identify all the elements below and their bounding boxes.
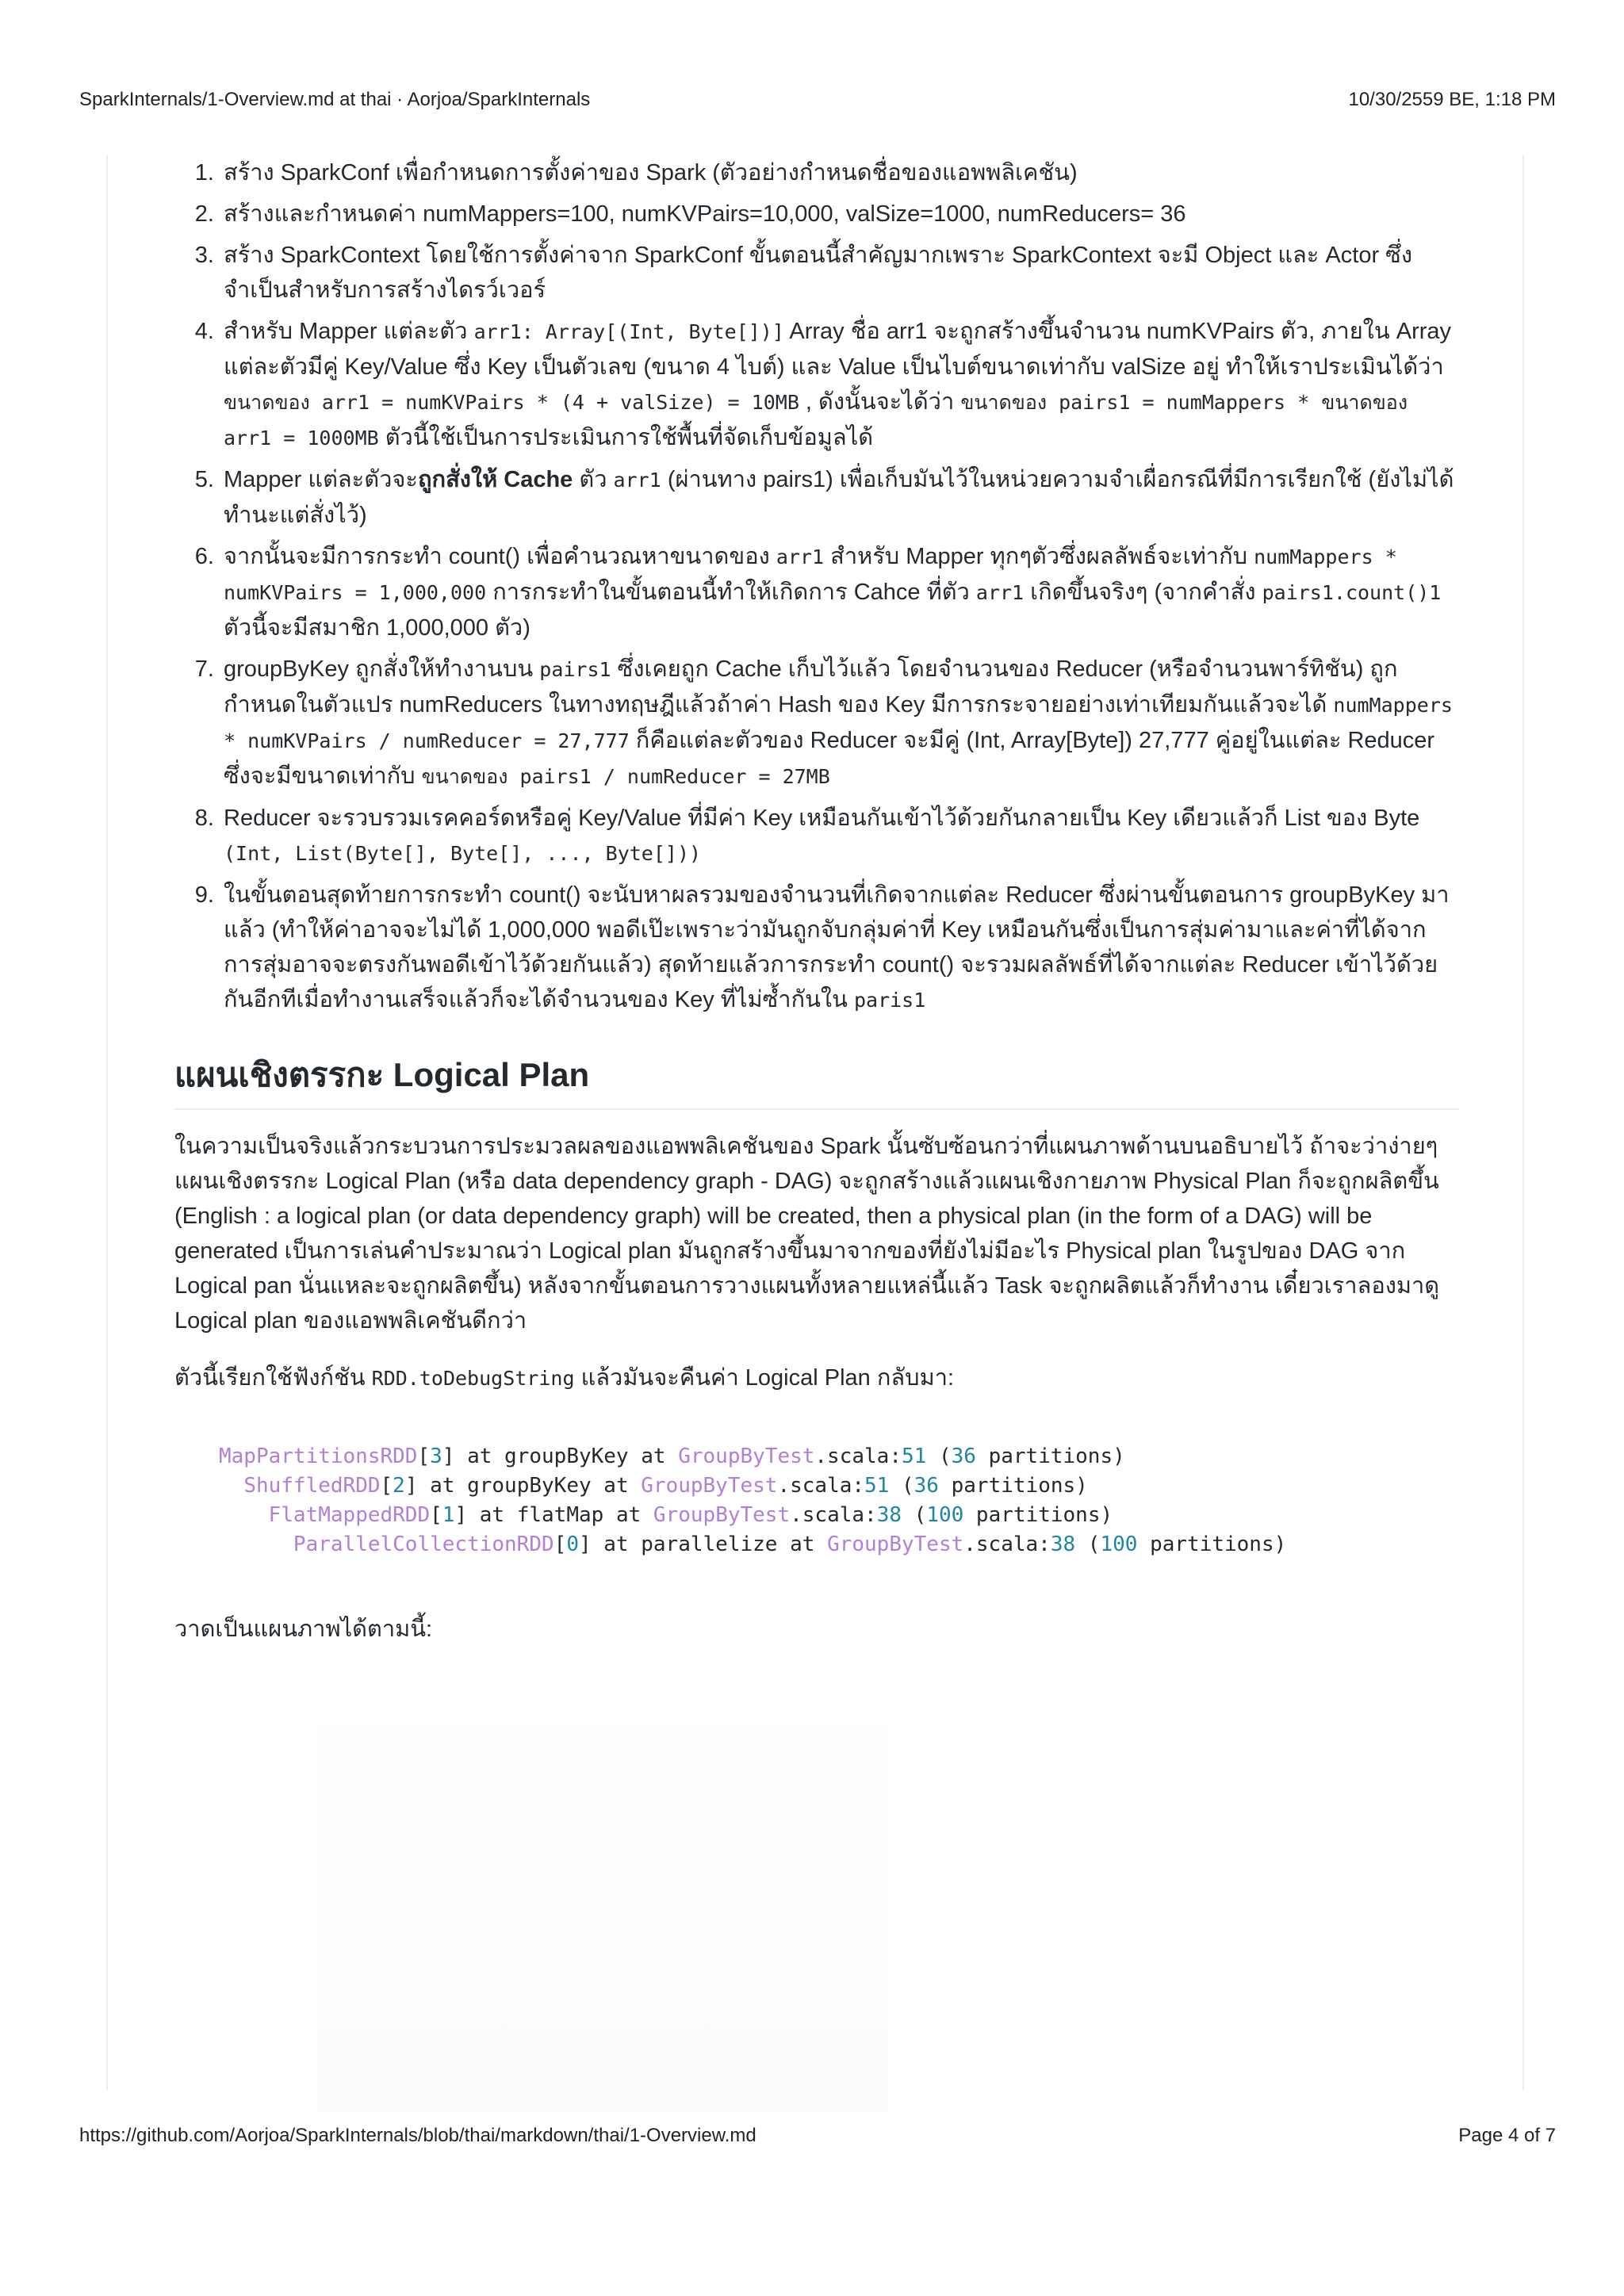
code-line: [219, 1471, 1415, 1501]
print-datetime: 10/30/2559 BE, 1:18 PM: [1348, 89, 1556, 110]
step-item: [220, 878, 1459, 1018]
step-item: [220, 314, 1459, 456]
step-text: สร้าง SparkConf เพื่อกำหนดการตั้งค่าของ Spark (ตัวอย่างกำหนดชื่อของแอพพลิเคชัน): [224, 160, 1078, 186]
step-text: Array ชื่อ arr1 จะถูกสร้างขึ้นจำนวน numKVPairs ตัว, ภายใน Array แต่ละตัวมีคู่ Key/Value ซึ่ง Key เป็นตัวเลข (ขนาด 4 ไบต์) และ Value เป็นไบต์ขนาดเท่ากับ valSize อยู่ ทำให้เราประเมินได้ว่า: [224, 319, 1452, 380]
code-token-file: GroupByTest: [653, 1503, 791, 1527]
code-token-idx: 0: [566, 1533, 579, 1556]
code-token-parts: 36: [914, 1474, 939, 1498]
logical-plan-code-block: [174, 1418, 1459, 1583]
code-token-op: flatMap: [516, 1503, 604, 1527]
inline-code: arr1: [975, 581, 1025, 604]
step-item: [220, 462, 1459, 533]
inline-code: pairs1.count()1: [1262, 581, 1442, 604]
step-text: สำหรับ Mapper ทุกๆตัวซึ่งผลลัพธ์จะเท่ากับ: [824, 544, 1254, 569]
code-punct: [: [430, 1503, 442, 1527]
print-footer: [79, 2125, 1556, 2147]
code-line: [219, 1442, 1415, 1471]
step-text: การกระทำในขั้นตอนนี้ทำให้เกิดการ Cahce ที่ตัว: [486, 580, 976, 605]
code-token-op: groupByKey: [504, 1445, 629, 1468]
code-token-rdd: ShuffledRDD: [243, 1474, 381, 1498]
debug-string-intro: [174, 1360, 1459, 1396]
step-text: สร้างและกำหนดค่า numMappers=100, numKVPairs=10,000, valSize=1000, numReducers= 36: [224, 201, 1186, 227]
code-punct: at: [777, 1533, 828, 1556]
code-punct: partitions): [938, 1474, 1088, 1498]
code-punct: at: [591, 1474, 642, 1498]
code-punct: ] at: [578, 1533, 642, 1556]
inline-code: arr1: [776, 545, 825, 568]
step-text: , ดังนั้นจะได้ว่า: [799, 389, 961, 415]
inline-code: arr1: Array[(Int, Byte[])]: [473, 320, 784, 343]
inline-code: ขนาดของ pairs1 / numReducer = 27MB: [421, 765, 830, 788]
code-punct: at: [603, 1503, 653, 1527]
inline-code: pairs1: [539, 658, 611, 681]
code-token-idx: 2: [393, 1474, 405, 1498]
step-text: ตัวนี้ใช้เป็นการประเมินการใช้พื้นที่จัดเก็บข้อมูลได้: [378, 425, 874, 450]
code-token-file: GroupByTest: [678, 1445, 815, 1468]
code-token-line: 38: [1050, 1533, 1076, 1556]
code-punct: ] at: [442, 1445, 505, 1468]
step-text: เกิดขึ้นจริงๆ (จากคำสั่ง: [1024, 580, 1262, 605]
code-token-idx: 1: [442, 1503, 455, 1527]
step-text: สร้าง SparkContext โดยใช้การตั้งค่าจาก SparkConf ขั้นตอนนี้สำคัญมากเพราะ SparkContext จะมี Object และ Actor ซึ่งจำเป็นสำหรับการสร้างไดรว์เวอร์: [224, 243, 1413, 303]
step-item: [220, 238, 1459, 308]
code-punct: [: [380, 1474, 393, 1498]
code-token-indent: [219, 1533, 293, 1556]
step-item: [220, 652, 1459, 794]
code-token-line: 51: [901, 1445, 927, 1468]
code-punct: .scala:: [814, 1445, 902, 1468]
step-text: groupByKey ถูกสั่งให้ทำงานบน: [224, 656, 540, 682]
step-item: [220, 539, 1459, 645]
steps-list: [174, 155, 1459, 1018]
step-text: ตัว: [573, 467, 614, 492]
code-token-indent: [219, 1474, 243, 1498]
section-paragraph: ในความเป็นจริงแล้วกระบวนการประมวลผลของแอพพลิเคชันของ Spark นั้นซับซ้อนกว่าที่แผนภาพด้านบนอธิบายไว้ ถ้าจะว่าง่ายๆ แผนเชิงตรรกะ Logical Plan (หรือ data dependency graph - DAG) จะถูกสร้างแล้วแผนเชิงกายภาพ Physical Plan ก็จะถูกผลิตขึ้น (English : a logical plan (or data dependency graph) will be created, then a physical plan (in the form of a DAG) will be generated เป็นการเล่นคำประมาณว่า Logical plan มันถูกสร้างขึ้นมาจากของที่ยังไม่มีอะไร Physical plan ในรูปของ DAG จาก Logical pan นั่นแหละจะถูกผลิตขึ้น) หลังจากขั้นตอนการวางแผนทั้งหลายแหล่นี้แล้ว Task จะถูกผลิตแล้วก็ทำงาน เดี๋ยวเราลองมาดู Logical plan ของแอพพลิเคชันดีกว่า: [174, 1134, 1440, 1334]
step-item: [220, 801, 1459, 871]
step-text: (ผ่านทาง pairs1) เพื่อเก็บมันไว้ในหน่วยความจำเผื่อกรณีที่มีการเรียกใช้ (ยังไม่ได้ทำนะแต่สั่งไว้): [224, 467, 1454, 528]
inline-code: numMappers * numKVPairs = 1,000,000: [224, 545, 1397, 604]
code-token-rdd: MapPartitionsRDD: [219, 1445, 418, 1468]
code-punct: [: [553, 1533, 567, 1556]
step-item: [220, 197, 1459, 232]
code-punct: .scala:: [963, 1533, 1051, 1556]
intro-prefix: ตัวนี้เรียกใช้ฟังก์ชัน: [174, 1365, 372, 1391]
code-punct: partitions): [1137, 1533, 1287, 1556]
code-line: [219, 1530, 1415, 1559]
step-text: ซึ่งเคยถูก Cache เก็บไว้แล้ว โดยจำนวนของ Reducer (หรือจำนวนพาร์ทิชัน) ถูกกำหนดในตัวแปร numReducers ในทางทฤษฎีแล้วถ้าค่า Hash ของ Key มีการกระจายอย่างเท่าเทียมกันแล้วจะได้: [224, 656, 1398, 718]
code-token-line: 51: [864, 1474, 890, 1498]
code-token-indent: [219, 1503, 269, 1527]
code-punct: ] at: [454, 1503, 517, 1527]
code-punct: (: [1075, 1533, 1101, 1556]
markdown-body: [174, 155, 1459, 2113]
code-token-file: GroupByTest: [827, 1533, 964, 1556]
code-punct: at: [628, 1445, 679, 1468]
code-punct: .scala:: [790, 1503, 877, 1527]
code-punct: ] at: [404, 1474, 468, 1498]
code-punct: partitions): [963, 1503, 1113, 1527]
code-token-parts: 36: [951, 1445, 976, 1468]
page-number: Page 4 of 7: [1458, 2125, 1556, 2146]
code-token-idx: 3: [430, 1445, 442, 1468]
code-token-file: GroupByTest: [641, 1474, 778, 1498]
code-punct: partitions): [975, 1445, 1125, 1468]
intro-suffix: แล้วมันจะคืนค่า Logical Plan กลับมา:: [574, 1365, 955, 1391]
code-punct: (: [926, 1445, 952, 1468]
step-text: สำหรับ Mapper แต่ละตัว: [224, 319, 474, 344]
code-token-rdd: ParallelCollectionRDD: [293, 1533, 554, 1556]
bold-text: ถูกสั่งให้ Cache: [417, 467, 573, 492]
code-token-op: parallelize: [641, 1533, 778, 1556]
code-punct: (: [889, 1474, 914, 1498]
diagram-image-placeholder: [317, 1669, 888, 2113]
step-text: จากนั้นจะมีการกระทำ count() เพื่อคำนวณหาขนาดของ: [224, 544, 776, 569]
code-token-parts: 100: [926, 1503, 964, 1527]
code-line: [219, 1501, 1415, 1530]
code-punct: (: [902, 1503, 927, 1527]
print-header: [79, 89, 1556, 111]
step-item: [220, 155, 1459, 190]
step-text: ตัวนี้จะมีสมาชิก 1,000,000 ตัว): [224, 615, 530, 641]
code-token-op: groupByKey: [467, 1474, 592, 1498]
inline-code: paris1: [853, 989, 926, 1012]
step-text: Reducer จะรวบรวมเรคคอร์ดหรือคู่ Key/Value ที่มีค่า Key เหมือนกันเข้าไว้ด้วยกันกลายเป็น Key เดียวแล้วก็ List ของ Byte: [224, 806, 1420, 831]
inline-code: ขนาดของ pairs1 = numMappers * ขนาดของ arr1 = 1000MB: [224, 391, 1408, 450]
section-heading: แผนเชิงตรรกะ Logical Plan: [174, 1054, 1459, 1110]
step-text: Mapper แต่ละตัวจะ: [224, 467, 418, 492]
code-token-parts: 100: [1100, 1533, 1138, 1556]
page-url: https://github.com/Aorjoa/SparkInternals/blob/thai/markdown/thai/1-Overview.md: [79, 2125, 756, 2146]
inline-code: numMappers * numKVPairs / numReducer = 27,777: [224, 694, 1453, 752]
inline-code: RDD.toDebugString: [371, 1367, 575, 1390]
code-token-rdd: FlatMappedRDD: [268, 1503, 431, 1527]
inline-code: (Int, List(Byte[], Byte[], ..., Byte[])): [224, 842, 702, 865]
code-punct: [: [417, 1445, 431, 1468]
code-punct: .scala:: [777, 1474, 865, 1498]
step-text: ในขั้นตอนสุดท้ายการกระทำ count() จะนับหาผลรวมของจำนวนที่เกิดจากแต่ละ Reducer ซึ่งผ่านขั้นตอนการ groupByKey มาแล้ว (ทำให้ค่าอาจจะไม่ได้ 1,000,000 พอดีเป๊ะเพราะว่ามันถูกจับกลุ่มค่าที่ Key เหมือนกันซึ่งเป็นการสุ่มค่ามาและค่าที่ได้จากการสุ่มอาจจะตรงกันพอดีเข้าไว้ด้วยกันแล้ว) สุดท้ายแล้วการกระทำ count() จะรวมผลลัพธ์ที่ได้จากแต่ละ Reducer เข้าไว้ด้วยกันอีกทีเมื่อทำงานเสร็จแล้วก็จะได้จำนวนของ Key ที่ไม่ซ้ำกันใน: [224, 882, 1450, 1012]
code-token-line: 38: [876, 1503, 902, 1527]
step-text: ก็คือแต่ละตัวของ Reducer จะมีคู่ (Int, Array[Byte]) 27,777 คู่อยู่ในแต่ละ Reducer ซึ่งจะมีขนาดเท่ากับ: [224, 728, 1435, 789]
inline-code: ขนาดของ arr1 = numKVPairs * (4 + valSize) = 10MB: [224, 391, 799, 414]
page-title: SparkInternals/1-Overview.md at thai · Aorjoa/SparkInternals: [79, 89, 591, 110]
inline-code: arr1: [613, 469, 661, 492]
diagram-intro: วาดเป็นแผนภาพได้ตามนี้:: [174, 1617, 433, 1642]
